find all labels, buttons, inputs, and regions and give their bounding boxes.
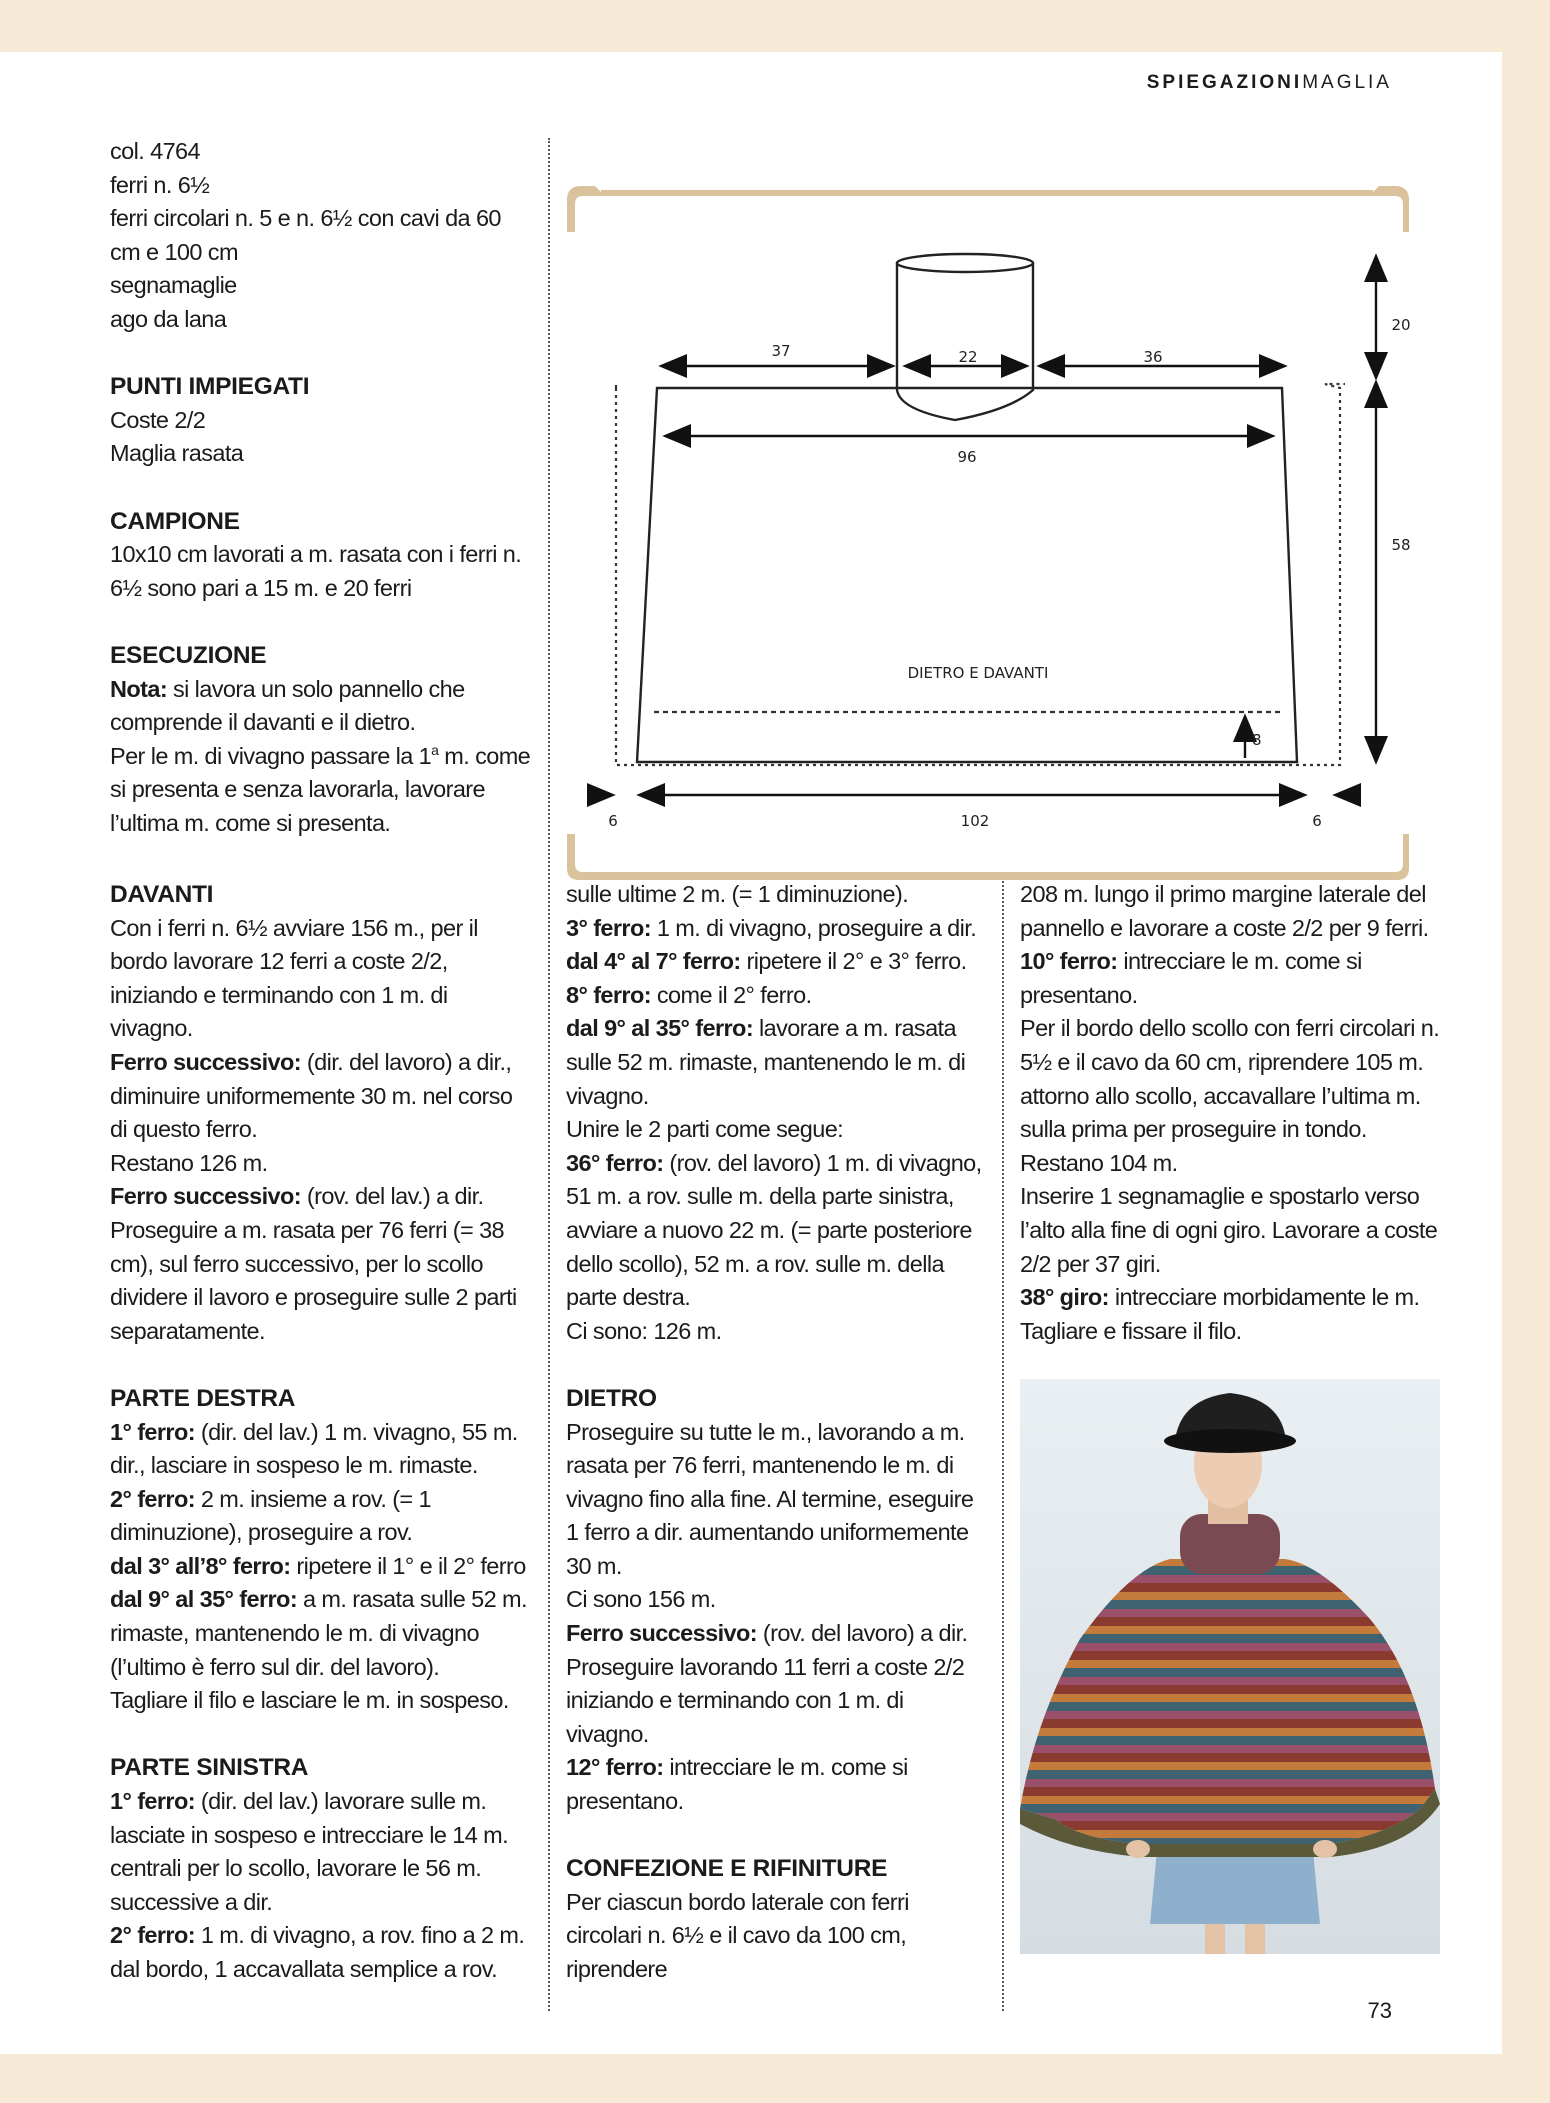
label-36: 36 bbox=[1143, 348, 1163, 366]
destra-r4-label: dal 9° al 35° ferro: bbox=[110, 1586, 298, 1613]
col2-r7 bbox=[566, 1147, 988, 1315]
col2-unire: Unire le 2 parti come segue: bbox=[566, 1116, 844, 1143]
campione-text: 10x10 cm lavorati a m. rasata con i ferri n. 6½ sono pari a 15 m. e 20 ferri bbox=[110, 541, 522, 601]
vivagno-post: m. come si presenta e senza lavorarla, lavorare l’ultima m. come si presenta. bbox=[110, 742, 531, 836]
parte-sinistra-title: PARTE SINISTRA bbox=[110, 1754, 309, 1782]
outer-outline bbox=[616, 384, 1345, 765]
davanti-title: DAVANTI bbox=[110, 881, 214, 908]
col2-r6-text: lavorare a m. rasata sulle 52 m. rimaste, mantenendo le m. di vivagno. bbox=[566, 1015, 966, 1109]
col2-r5-text: come il 2° ferro. bbox=[650, 981, 812, 1008]
destra-r2-label: 2° ferro: bbox=[110, 1485, 195, 1512]
punti-item: Maglia rasata bbox=[110, 440, 244, 467]
parte-destra-title: PARTE DESTRA bbox=[110, 1384, 296, 1412]
dietro-p1: Proseguire su tutte le m., lavorando a m. rasata per 76 ferri, mantenendo le m. di vivagno fino alla fine. Al termine, eseguire 1 ferro a dir. aumentando uniformemente 30 m. bbox=[566, 1418, 974, 1579]
col3-p5: Inserire 1 segnamaglie e spostarlo verso l’alto alla fine di ogni giro. Lavorare a coste 2/2 per 37 giri. bbox=[1020, 1183, 1438, 1277]
sinistra-r1-text: (dir. del lav.) lavorare sulle m. lasciate in sospeso e intrecciare le 14 m. centrali per lo scollo, lavorare le 56 m. successive a dir. bbox=[110, 1788, 509, 1915]
col2-r4 bbox=[566, 945, 988, 979]
sinistra-r2-text: 1 m. di vivagno, a rov. fino a 2 m. dal bordo, 1 accavallata semplice a rov. bbox=[110, 1922, 525, 1982]
destra-r1 bbox=[110, 1416, 535, 1483]
label-102: 102 bbox=[960, 812, 990, 830]
collar-outline bbox=[897, 262, 1033, 420]
punti-item: Coste 2/2 bbox=[110, 406, 206, 433]
frame-bottom bbox=[567, 834, 1409, 880]
vivagno-sup: a bbox=[431, 741, 439, 758]
col2-cont: sulle ultime 2 m. (= 1 diminuzione). bbox=[566, 881, 909, 907]
davanti-p4 bbox=[110, 1180, 535, 1348]
col2-r5-label: 8° ferro: bbox=[566, 981, 651, 1008]
campione-title: CAMPIONE bbox=[110, 507, 240, 535]
destra-r4-text: a m. rasata sulle 52 m. rimaste, mantenendo le m. di vivagno (l’ultimo è ferro sul dir. del lavoro). bbox=[110, 1586, 527, 1680]
col2-r4-label: dal 4° al 7° ferro: bbox=[566, 948, 741, 975]
destra-r1-label: 1° ferro: bbox=[110, 1418, 195, 1445]
sinistra-r2 bbox=[110, 1919, 535, 1986]
column-divider bbox=[548, 138, 550, 2011]
col2-r3-label: 3° ferro: bbox=[566, 914, 651, 941]
col3-p2-label: 10° ferro: bbox=[1020, 948, 1118, 975]
destra-r3-label: dal 3° all’8° ferro: bbox=[110, 1552, 291, 1579]
davanti-p2-text: (dir. del lavoro) a dir., diminuire uniformemente 30 m. nel corso di questo ferro. bbox=[110, 1048, 513, 1143]
destra-r3-text: ripetere il 1° e il 2° ferro bbox=[290, 1552, 526, 1579]
header-subsection: MAGLIA bbox=[1302, 72, 1392, 93]
materials-item: ferri n. 6½ bbox=[110, 171, 210, 198]
vivagno-paragraph bbox=[110, 740, 535, 841]
col3-p4: Restano 104 m. bbox=[1020, 1149, 1178, 1176]
col2-r3-text: 1 m. di vivagno, proseguire a dir. bbox=[650, 914, 977, 941]
col3-p3: Per il bordo dello scollo con ferri circolari n. 5½ e il cavo da 60 cm, riprendere 105 m. attorno allo scollo, accavallare l’ultima m. sulla prima per proseguire in tondo. bbox=[1020, 1015, 1440, 1143]
page-number: 73 bbox=[1367, 1998, 1392, 2023]
col2-r6 bbox=[566, 1012, 988, 1113]
dietro-p3-text: (rov. del lavoro) a dir. Proseguire lavorando 11 ferri a coste 2/2 iniziando e terminando con 1 m. di vivagno. bbox=[566, 1620, 968, 1747]
davanti-p1: Con i ferri n. 6½ avviare 156 m., per il bordo lavorare 12 ferri a coste 2/2, iniziando e terminando con 1 m. di vivagno. bbox=[110, 914, 478, 1042]
vivagno-pre: Per le m. di vivagno passare la 1 bbox=[110, 742, 432, 769]
destra-r2 bbox=[110, 1483, 535, 1550]
label-6r: 6 bbox=[1312, 812, 1322, 830]
col3-p6 bbox=[1020, 1281, 1445, 1315]
frame-top bbox=[567, 186, 1409, 232]
column-2 bbox=[566, 878, 988, 1987]
col3-p7: Tagliare e fissare il filo. bbox=[1020, 1317, 1242, 1344]
col3-p2-text: intrecciare le m. come si presentano. bbox=[1020, 948, 1362, 1008]
sinistra-r1 bbox=[110, 1785, 535, 1919]
davanti-p4-label: Ferro successivo: bbox=[110, 1183, 301, 1210]
page-header bbox=[1147, 72, 1392, 94]
col2-r5 bbox=[566, 979, 988, 1013]
panel-outline bbox=[637, 388, 1297, 762]
materials-item: col. 4764 bbox=[110, 138, 200, 164]
destra-r1-text: (dir. del lav.) 1 m. vivagno, 55 m. dir., lasciare in sospeso le m. rimaste. bbox=[110, 1418, 518, 1479]
col2-r7-label: 36° ferro: bbox=[566, 1149, 664, 1176]
label-22: 22 bbox=[958, 348, 978, 366]
label-20: 20 bbox=[1391, 316, 1411, 334]
column-1 bbox=[110, 878, 535, 1987]
destra-r2-text: 2 m. insieme a rov. (= 1 diminuzione), proseguire a rov. bbox=[110, 1485, 431, 1546]
sinistra-r1-label: 1° ferro: bbox=[110, 1788, 195, 1815]
dietro-p3-label: Ferro successivo: bbox=[566, 1620, 757, 1647]
label-96: 96 bbox=[957, 448, 977, 466]
dietro-p3 bbox=[566, 1617, 988, 1751]
materials-column bbox=[110, 135, 535, 840]
dietro-p4 bbox=[566, 1751, 988, 1818]
schema-diagram bbox=[555, 140, 1445, 880]
dietro-title: DIETRO bbox=[566, 1384, 657, 1412]
header-section: SPIEGAZIONI bbox=[1146, 72, 1303, 93]
collar-top bbox=[897, 254, 1033, 272]
label-37: 37 bbox=[771, 342, 791, 360]
col2-sono: Ci sono: 126 m. bbox=[566, 1317, 722, 1344]
materials-list bbox=[110, 135, 535, 337]
column-3 bbox=[1020, 878, 1445, 1348]
col3-p6-text: intrecciare morbidamente le m. bbox=[1108, 1284, 1420, 1311]
col3-p2 bbox=[1020, 945, 1445, 1012]
column-divider bbox=[1002, 872, 1004, 2011]
davanti-p3: Restano 126 m. bbox=[110, 1149, 268, 1176]
col2-r6-label: dal 9° al 35° ferro: bbox=[566, 1015, 754, 1042]
davanti-p2 bbox=[110, 1046, 535, 1147]
destra-r4 bbox=[110, 1583, 535, 1684]
materials-item: ferri circolari n. 5 e n. 6½ con cavi da 60 cm e 100 cm bbox=[110, 205, 501, 265]
dietro-p2: Ci sono 156 m. bbox=[566, 1586, 716, 1613]
confezione-title: CONFEZIONE E RIFINITURE bbox=[566, 1855, 888, 1883]
materials-item: segnamaglie bbox=[110, 272, 237, 299]
dietro-p4-label: 12° ferro: bbox=[566, 1754, 664, 1781]
destra-r3 bbox=[110, 1550, 535, 1584]
page bbox=[0, 52, 1502, 2054]
sinistra-r2-label: 2° ferro: bbox=[110, 1922, 195, 1949]
label-title: DIETRO E DAVANTI bbox=[907, 664, 1049, 682]
nota-label: Nota: bbox=[110, 675, 168, 702]
punti-title: PUNTI IMPIEGATI bbox=[110, 373, 310, 401]
materials-item: ago da lana bbox=[110, 305, 227, 332]
col3-p6-label: 38° giro: bbox=[1020, 1284, 1109, 1311]
col2-r7-text: (rov. del lavoro) 1 m. di vivagno, 51 m. a rov. sulle m. della parte sinistra, avviare a nuovo 22 m. (= parte posteriore dello scollo), 52 m. a rov. sulle m. della parte destra. bbox=[566, 1149, 982, 1311]
nota-text: si lavora un solo pannello che comprende il davanti e il dietro. bbox=[110, 675, 465, 736]
dietro-p4-text: intrecciare le m. come si presentano. bbox=[566, 1754, 908, 1815]
model-photo bbox=[1020, 1379, 1440, 1954]
esecuzione-title: ESECUZIONE bbox=[110, 641, 267, 669]
destra-r5: Tagliare il filo e lasciare le m. in sospeso. bbox=[110, 1687, 509, 1714]
davanti-p4-text: (rov. del lav.) a dir. Proseguire a m. rasata per 76 ferri (= 38 cm), sul ferro successivo, per lo scollo dividere il lavoro e proseguire sulle 2 parti separatamente. bbox=[110, 1183, 517, 1344]
label-8: 8 bbox=[1252, 731, 1262, 749]
confezione-p1: Per ciascun bordo laterale con ferri circolari n. 6½ e il cavo da 100 cm, riprendere bbox=[566, 1888, 909, 1982]
nota-paragraph bbox=[110, 673, 535, 740]
col3-p1: 208 m. lungo il primo margine laterale del pannello e lavorare a coste 2/2 per 9 ferri. bbox=[1020, 881, 1429, 941]
label-6l: 6 bbox=[608, 812, 618, 830]
col2-r4-text: ripetere il 2° e 3° ferro. bbox=[740, 948, 967, 975]
col2-r3 bbox=[566, 912, 988, 946]
label-58: 58 bbox=[1391, 536, 1411, 554]
davanti-p2-label: Ferro successivo: bbox=[110, 1048, 301, 1075]
